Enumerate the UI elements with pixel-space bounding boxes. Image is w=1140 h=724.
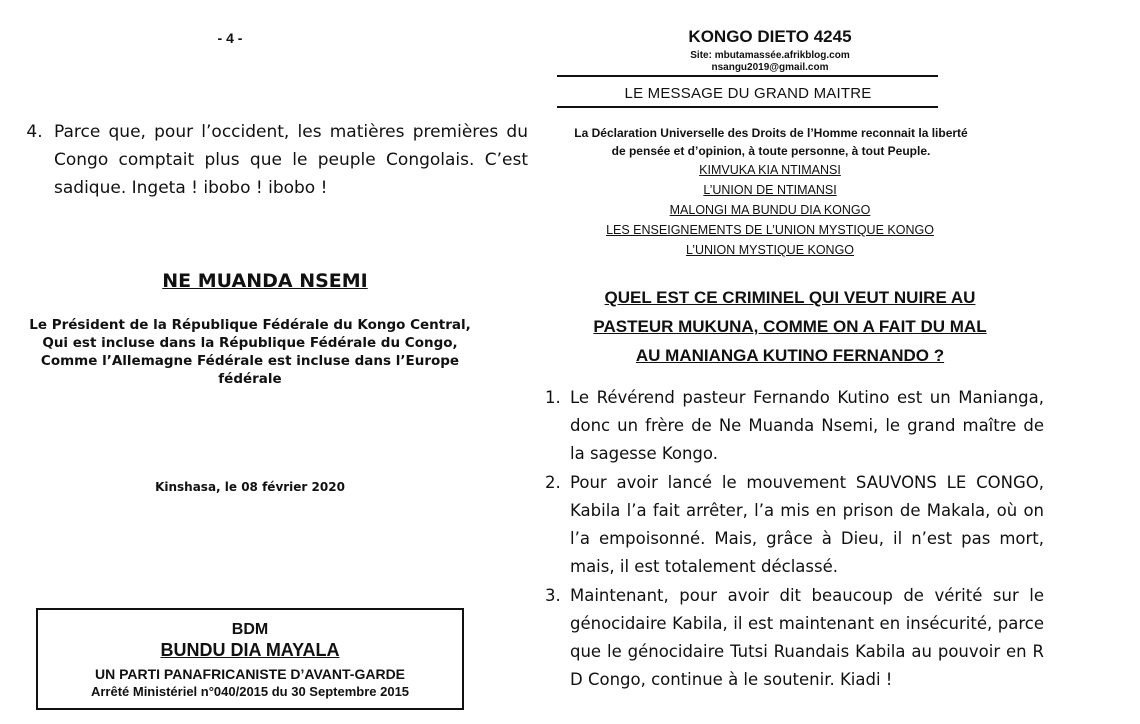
party-name: BUNDU DIA MAYALA: [160, 640, 340, 660]
party-acronym: BDM: [231, 621, 269, 638]
declaration-line: de pensée et d’opinion, à toute personne, à tout Peuple.: [611, 144, 931, 158]
journal-site: Site: mbutamassée.afrikblog.com: [690, 50, 850, 61]
journal-title: KONGO DIETO 4245: [688, 27, 852, 46]
article-title-line: PASTEUR MUKUNA, COMME ON A FAIT DU MAL: [593, 317, 987, 336]
list-item: 4. Parce que, pour l’occident, les matières premières du Congo comptait plus que le peuple Congolais. C’est sadique. Ingeta ! ibobo ! ibobo !: [48, 118, 528, 202]
header-rule-bottom: [557, 106, 938, 108]
article-title: [545, 283, 1035, 370]
mottos-list: [560, 160, 980, 260]
president-line: Qui est incluse dans la République Fédérale du Congo,: [42, 335, 458, 351]
journal-email: nsangu2019@gmail.com: [711, 62, 829, 73]
left-numbered-list: [20, 118, 528, 202]
leader-name: NE MUANDA NSEMI: [162, 270, 368, 292]
bdm-party-box: [36, 608, 464, 710]
article-title-line: QUEL EST CE CRIMINEL QUI VEUT NUIRE AU: [604, 288, 976, 307]
header-rule-top: [557, 75, 938, 77]
message-title: LE MESSAGE DU GRAND MAITRE: [624, 85, 872, 102]
party-arrete: Arrêté Ministériel n°040/2015 du 30 Septembre 2015: [90, 684, 410, 699]
motto-line: LES ENSEIGNEMENTS DE L’UNION MYSTIQUE KONGO: [606, 223, 934, 237]
motto-line: L’UNION DE NTIMANSI: [703, 183, 837, 197]
motto-line: L’UNION MYSTIQUE KONGO: [685, 243, 855, 257]
date-line: Kinshasa, le 08 février 2020: [155, 480, 345, 494]
declaration-text: [530, 124, 1012, 160]
list-item: 1. Le Révérend pasteur Fernando Kutino est un Manianga, donc un frère de Ne Muanda Nsemi, le grand maître de la sagesse Kongo.: [566, 384, 1044, 468]
article-numbered-list: [538, 384, 1044, 695]
party-description: UN PARTI PANAFRICANISTE D’AVANT-GARDE: [94, 666, 406, 682]
president-title-block: [10, 316, 490, 388]
journal-contacts: [560, 50, 980, 74]
page-number: - 4 -: [217, 30, 243, 46]
list-item: 3. Maintenant, pour avoir dit beaucoup de vérité sur le génocidaire Kabila, il est maintenant en insécurité, parce que le génocidaire Tutsi Ruandais Kabila au pouvoir en R D Congo, continue à le soutenir. Kiadi !: [566, 582, 1044, 694]
article-title-line: AU MANIANGA KUTINO FERNANDO ?: [635, 346, 945, 365]
motto-line: MALONGI MA BUNDU DIA KONGO: [669, 203, 871, 217]
president-line: Le Président de la République Fédérale du Kongo Central,: [29, 317, 471, 333]
motto-line: KIMVUKA KIA NTIMANSI: [699, 163, 841, 177]
declaration-line: La Déclaration Universelle des Droits de l’Homme reconnait la liberté: [574, 126, 968, 140]
list-item: 2. Pour avoir lancé le mouvement SAUVONS LE CONGO, Kabila l’a fait arrêter, l’a mis en prison de Makala, où on l’a empoisonné. Mais, grâce à Dieu, il n’est pas mort, mais, il est totalement déclassé.: [566, 469, 1044, 581]
president-line: Comme l’Allemagne Fédérale est incluse dans l’Europe fédérale: [40, 353, 460, 387]
